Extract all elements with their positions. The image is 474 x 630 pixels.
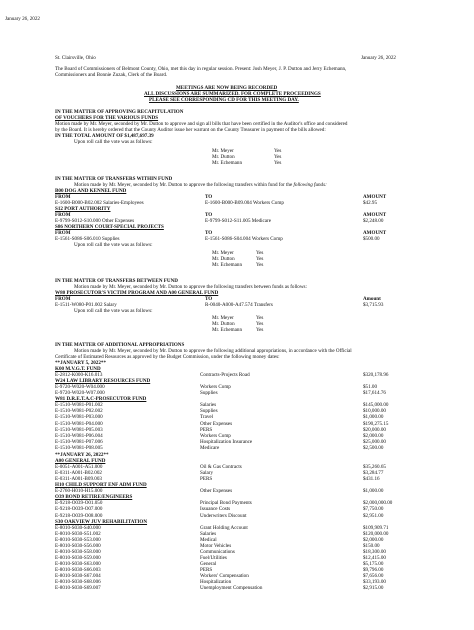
fund-heading: S30 OAKVIEW JUV REHABILITATION xyxy=(55,518,148,525)
appropriation-amount: $35,260.65 xyxy=(363,464,386,471)
vote-value: Yes xyxy=(256,321,264,327)
vote-name: Mr. Meyer xyxy=(212,250,234,256)
transfer-to: E-9799-S012-S11.005 Medicare xyxy=(205,218,272,224)
account-code: E-1510-W081-P06.004 xyxy=(55,432,103,439)
transfer-to: R-0040-A000-A47.574 Transfers xyxy=(205,302,273,308)
line-item: Principal Bond Payments xyxy=(200,500,252,507)
account-code: E-8010-S030-S69.007 xyxy=(55,585,101,591)
fund-heading: W81 D.R.E.T.A.C-PROSECUTOR FUND xyxy=(55,396,147,403)
recording-notice: MEETINGS ARE NOW BEING RECORDED xyxy=(176,85,278,91)
rollcall-text: Upon roll call the vote was as follows: xyxy=(74,139,153,145)
appropriation-amount: $7,750.00 xyxy=(363,506,384,513)
transfer-from: E-1600-B000-B02.002 Salaries-Employees xyxy=(55,200,144,206)
vote-name: Mr. Echemann xyxy=(212,262,242,268)
transfer-amount: $2,248.00 xyxy=(363,218,384,224)
line-item: Supplies xyxy=(200,390,218,397)
section-heading: IN THE MATTER OF TRANSFERS WITHIN FUND xyxy=(55,176,173,182)
line-item: Hospitalization Insurance xyxy=(200,438,253,445)
fund-heading: O39 BOND RETIRE/ENGINEERS xyxy=(55,494,133,501)
fund-heading: W80 PROSECUTOR'S VICTIM PROGRAM AND A00 GENERAL FUND xyxy=(55,290,219,296)
rollcall-text: Upon roll call the vote was as follows: xyxy=(74,308,153,314)
line-item: Salary xyxy=(200,470,214,477)
transfer-amount: $3,715.93 xyxy=(363,302,384,308)
account-code: E-0051-A001-A51.000 xyxy=(55,464,103,471)
section-heading: IN THE MATTER OF APPROVING RECAPITULATION xyxy=(55,109,184,115)
col-header-from: FROM xyxy=(55,230,71,236)
appropriation-amount: $10,000.00 xyxy=(363,408,386,415)
col-header-to: TO xyxy=(205,212,213,218)
line-item: Salaries xyxy=(200,530,217,537)
col-header-from: FROM xyxy=(55,194,71,200)
line-item: PERS xyxy=(200,426,213,433)
appropriation-amount: $3,284.77 xyxy=(363,470,384,477)
motion-text: Motion made by Mr. Meyer, seconded by Mr. Dutton to approve the following transfers between funds as follows: xyxy=(74,284,307,290)
account-code: E-8010-S030-S66.003 xyxy=(55,566,101,573)
vote-value: Yes xyxy=(256,315,264,321)
col-header-to: TO xyxy=(205,230,213,236)
appropriation-amount: $51.00 xyxy=(363,384,378,391)
line-item: Workers' Compensation xyxy=(200,572,249,579)
money-date: **JANUARY 5, 2022** xyxy=(55,360,106,366)
line-item: Medical xyxy=(200,536,217,543)
col-header-from: FROM xyxy=(55,212,71,218)
vote-name: Mr. Dutton xyxy=(212,154,235,160)
transfer-amount: $500.00 xyxy=(363,236,380,242)
account-code: E-0311-A001-B02.002 xyxy=(55,470,102,477)
appropriation-amount: $150.00 xyxy=(363,542,380,549)
appropriation-amount: $20,000.00 xyxy=(363,426,386,433)
account-code: E-2812-K000-K16.013 xyxy=(55,372,103,379)
fund-heading: B00 DOG AND KENNEL FUND xyxy=(55,188,127,194)
appropriation-amount: $2,000.00 xyxy=(363,432,384,439)
transfer-to: E-1600-B000-B09.004 Workers Comp xyxy=(205,200,284,206)
vote-value: Yes xyxy=(274,148,282,154)
line-item: Underwriters Discount xyxy=(200,512,247,519)
fund-heading: S86 NORTHERN COURT-SPECIAL PROJECTS xyxy=(55,224,164,230)
transfer-to: E-1561-S086-S04.004 Workers Comp xyxy=(205,236,283,242)
vote-name: Mr. Meyer xyxy=(212,315,234,321)
account-code: E-1510-W081-P04.000 xyxy=(55,420,103,427)
appropriation-amount: $2,951.00 xyxy=(363,512,384,519)
vote-name: Mr. Meyer xyxy=(212,148,234,154)
line-item: General xyxy=(200,560,217,567)
vote-value: Yes xyxy=(274,154,282,160)
line-item: PERS xyxy=(200,476,213,483)
line-item: Other Expenses xyxy=(200,488,233,495)
account-code: E-8010-S030-S51.002 xyxy=(55,530,101,537)
account-code: E-9218-O039-O07.000 xyxy=(55,506,103,513)
fund-heading: A00 GENERAL FUND xyxy=(55,458,106,464)
account-code: E-8010-S030-S58.000 xyxy=(55,548,101,555)
line-item: Other Expenses xyxy=(200,420,233,427)
appropriation-amount: $2,000,000.00 xyxy=(363,500,393,507)
line-item: Fuel/Utilities xyxy=(200,554,227,561)
appropriation-amount: $2,500.00 xyxy=(363,444,384,451)
appropriation-amount: $145,000.00 xyxy=(363,402,389,409)
fund-heading: W24 LAW LIBRARY RESOURCES FUND xyxy=(55,378,151,385)
col-header-to: TO xyxy=(205,296,213,302)
transfer-from: E-1511-W080-P01.002 Salary xyxy=(55,302,117,308)
vote-value: Yes xyxy=(256,250,264,256)
appropriation-amount: $1,000.00 xyxy=(363,488,384,495)
appropriation-amount: $17,614.76 xyxy=(363,390,386,397)
vote-name: Mr. Echemann xyxy=(212,160,242,166)
line-item: Hospitalization xyxy=(200,579,232,585)
account-code: E-0311-A001-B09.003 xyxy=(55,476,102,483)
section-heading: IN THE MATTER OF TRANSFERS BETWEEN FUND xyxy=(55,278,178,284)
appropriation-amount: $190,275.15 xyxy=(363,420,389,427)
line-item: Travel xyxy=(200,414,214,421)
motion-text: Motion made by Mr. Meyer, seconded by Mr. Dutton to approve the following additional appropriations, in accordance with the Official xyxy=(74,348,352,354)
appropriation-amount: $2,915.00 xyxy=(363,585,384,591)
vote-name: Mr. Dutton xyxy=(212,256,235,262)
line-item: Workers Comp xyxy=(200,432,231,439)
appropriation-amount: $2,000.00 xyxy=(363,536,384,543)
account-code: E-8010-S030-S63.000 xyxy=(55,560,101,567)
fund-heading: K00 M.V.G.T. FUND xyxy=(55,366,101,372)
fund-heading: H10 CHILD SUPPORT ENF ADM FUND xyxy=(55,482,147,489)
account-code: E-1510-W081-P07.006 xyxy=(55,438,103,445)
section-heading: IN THE MATTER OF ADDITIONAL APPROPRIATIONS xyxy=(55,342,185,348)
vote-name: Mr. Dutton xyxy=(212,321,235,327)
intro-line: The Board of Commissioners of Belmont County, Ohio, met this day in regular session. Present: Josh Meyer, J. P. Dutton and Jerry Echemann, xyxy=(55,66,347,72)
motion-text-emphasis: following funds: xyxy=(293,182,327,188)
vote-value: Yes xyxy=(256,256,264,262)
account-code: E-8010-S030-S68.006 xyxy=(55,579,101,585)
appropriation-amount: $5,175.00 xyxy=(363,560,384,567)
fund-heading: S12 PORT AUTHORITY xyxy=(55,206,111,212)
line-item: Unemployment Compensation xyxy=(200,585,263,591)
recording-notice: ALL DISCUSSIONS ARE SUMMARIZED. FOR COMPLETE PROCEEDINGS xyxy=(144,91,321,97)
account-code: E-8010-S030-S59.000 xyxy=(55,554,101,561)
account-code: E-9218-O039-O08.000 xyxy=(55,512,103,519)
line-item: Grant Holding Account xyxy=(200,524,248,531)
money-date: **JANUARY 26, 2022** xyxy=(55,452,109,458)
line-item: Oil & Gas Contracts xyxy=(200,464,242,471)
intro-line: Commissioners and Bonnie Zuzak, Clerk of the Board. xyxy=(55,72,168,78)
account-code: E-8010-S030-S56.000 xyxy=(55,542,101,549)
col-header-from: FROM xyxy=(55,296,71,302)
col-header-amount: AMOUNT xyxy=(363,230,387,236)
appropriation-amount: $33,193.00 xyxy=(363,579,386,585)
recording-notice: PLEASE SEE CORRESPONDING CD FOR THIS MEETING DAY. xyxy=(149,97,299,103)
col-header-to: TO xyxy=(205,194,213,200)
motion-text-main: Motion made by Mr. Meyer, seconded by Mr. Dutton to approve the following transfers within fund for the xyxy=(74,182,293,188)
account-code: E-8010-S030-S40.000 xyxy=(55,524,101,531)
transfer-from: E-1561-S086-S06.010 Supplies xyxy=(55,236,120,242)
account-code: E-1510-W081-P05.003 xyxy=(55,426,103,433)
motion-text: Motion made by Mr. Meyer, seconded by Mr. Dutton to approve and sign all bills that have been certified in the Auditor's office and considered xyxy=(55,121,348,127)
appropriation-amount: $12,415.00 xyxy=(363,554,386,561)
vote-value: Yes xyxy=(274,160,282,166)
vote-value: Yes xyxy=(256,262,264,268)
transfer-from: E-9799-S012-S10.000 Other Expenses xyxy=(55,218,135,224)
meeting-date: January 26, 2022 xyxy=(361,55,396,61)
account-code: E-2760-H010-H15.000 xyxy=(55,488,103,495)
line-item: Contracts-Projects Road xyxy=(200,372,250,379)
line-item: Supplies xyxy=(200,408,218,415)
line-item: Salaries xyxy=(200,402,217,409)
col-header-amount: AMOUNT xyxy=(363,212,387,218)
line-item: Motor Vehicles xyxy=(200,542,232,549)
account-code: E-9720-W020-W07.000 xyxy=(55,390,105,397)
col-header-amount: AMOUNT xyxy=(363,194,387,200)
appropriation-amount: $120,000.00 xyxy=(363,530,389,537)
account-code: E-1510-W081-P08.005 xyxy=(55,444,103,451)
vote-name: Mr. Echemann xyxy=(212,327,242,333)
appropriation-amount: $320,178.96 xyxy=(363,372,389,379)
rollcall-text: Upon roll call the vote was as follows: xyxy=(74,242,153,248)
appropriation-amount: $9,796.00 xyxy=(363,566,384,573)
line-item: Communications xyxy=(200,548,235,555)
appropriation-amount: $25,000.00 xyxy=(363,438,386,445)
account-code: E-1510-W081-P02.002 xyxy=(55,408,103,415)
motion-text: by the Board. It is hereby ordered that the County Auditor issue her warrant on the County Treasurer in payment of the bills allowed: xyxy=(55,127,326,133)
motion-text: Certificate of Estimated Resources as approved by the Budget Commission, under the following money dates: xyxy=(55,354,280,360)
page-header-date: January 26, 2022 xyxy=(5,16,40,22)
transfer-amount: $42.95 xyxy=(363,200,378,206)
col-header-amount: Amount xyxy=(363,296,381,302)
line-item: Issuance Costs xyxy=(200,506,231,513)
meeting-location: St. Clairsville, Ohio xyxy=(55,55,96,61)
line-item: Workers Comp xyxy=(200,384,231,391)
recap-total: IN THE TOTAL AMOUNT OF $1,487,697.39 xyxy=(55,133,154,139)
appropriation-amount: $18,300.00 xyxy=(363,548,386,555)
account-code: E-1510-W081-P03.000 xyxy=(55,414,103,421)
vote-value: Yes xyxy=(256,327,264,333)
account-code: E-1510-W081-P01.002 xyxy=(55,402,103,409)
appropriation-amount: $431.16 xyxy=(363,476,380,483)
account-code: E-9720-W020-W04.000 xyxy=(55,384,105,391)
account-code: E-8010-S030-S67.004 xyxy=(55,572,101,579)
appropriation-amount: $109,909.71 xyxy=(363,524,389,531)
appropriation-amount: $7,656.00 xyxy=(363,572,384,579)
line-item: Medicare xyxy=(200,444,220,451)
section-heading: OF VOUCHERS FOR THE VARIOUS FUNDS xyxy=(55,115,159,121)
line-item: PERS xyxy=(200,566,213,573)
account-code: E-9218-O039-O01.050 xyxy=(55,500,103,507)
account-code: E-8010-S030-S53.000 xyxy=(55,536,101,543)
appropriation-amount: $1,000.00 xyxy=(363,414,384,421)
